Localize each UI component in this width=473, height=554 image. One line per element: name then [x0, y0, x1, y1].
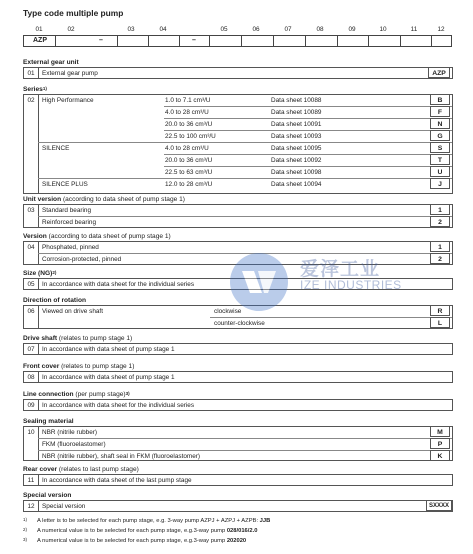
displacement-range: 4.0 to 28 cm³/U — [165, 109, 209, 116]
table-row — [24, 372, 452, 383]
section-title: Special version — [23, 492, 72, 499]
data-sheet: Data sheet 10089 — [271, 109, 322, 116]
section-title: Drive shaft (relates to pump stage 1) — [23, 335, 133, 342]
table-row — [24, 205, 452, 216]
code-cell: B — [430, 94, 450, 105]
page-title: Type code multiple pump — [23, 8, 124, 18]
displacement-range: 20.0 to 36 cm³/U — [165, 157, 213, 164]
row-description: In accordance with data sheet of pump stage 1 — [42, 374, 175, 381]
code-cell: G — [430, 130, 450, 141]
section-series — [23, 85, 453, 194]
table-row — [24, 68, 452, 79]
section-title: Version (according to data sheet of pump stage 1) — [23, 233, 171, 240]
row-description: Corrosion-protected, pinned — [42, 256, 122, 263]
section-sealing-material — [23, 417, 453, 461]
section-drive-shaft — [23, 334, 453, 355]
section-title: Unit version (according to data sheet of pump stage 1) — [23, 196, 185, 203]
footnote: $^{1)}$ A letter is to be selected for each pump stage, e.g. 3-way pump AZPJ + AZPJ + AZPB: JJB — [23, 517, 271, 524]
watermark-logo-icon — [228, 251, 290, 313]
row-description: NBR (nitrile rubber) — [42, 429, 98, 436]
series-table — [23, 94, 453, 194]
table-row — [38, 178, 452, 190]
row-number: 03 — [27, 207, 35, 214]
section-rear-cover — [23, 465, 453, 486]
section-front-cover — [23, 362, 453, 383]
code-cell: F — [430, 106, 450, 117]
code-separator: – — [99, 37, 103, 44]
code-cell: T — [430, 154, 450, 165]
data-sheet: Data sheet 10092 — [271, 157, 322, 164]
table-row — [24, 501, 452, 512]
row-description: In accordance with data sheet for the individual series — [42, 402, 195, 409]
watermark-subtitle: IZE INDUSTRIES — [300, 278, 402, 292]
code-cell: S — [430, 142, 450, 153]
data-sheet: Data sheet 10088 — [271, 97, 322, 104]
row-description: Special version — [42, 503, 86, 510]
footnote: $^{2)}$ A numerical value is to be selected for each pump stage, e.g.3-way pump 028/016/2.0 — [23, 527, 258, 534]
code-cell: 2 — [430, 253, 450, 264]
code-cell: M — [430, 426, 450, 437]
position-number: 04 — [159, 26, 167, 33]
code-cell: 1 — [430, 204, 450, 215]
row-number: 08 — [27, 374, 35, 381]
code-cell: 1 — [430, 241, 450, 252]
section-title: Sealing material — [23, 418, 74, 425]
section-title: Line connection (per pump stage)$^{3)}$ — [23, 391, 130, 398]
section-title: Size (NG)$^{2)}$ — [23, 270, 57, 277]
row-number: 05 — [27, 281, 35, 288]
row-description: Standard bearing — [42, 207, 92, 214]
section-special-version — [23, 491, 453, 512]
row-description: In accordance with data sheet for the individual series — [42, 281, 195, 288]
row-number: 02 — [27, 97, 35, 104]
row-description: Viewed on drive shaft — [42, 308, 103, 315]
displacement-range: 1.0 to 7.1 cm³/U — [165, 97, 211, 104]
row-number: 04 — [27, 244, 35, 251]
table-row — [24, 400, 452, 411]
position-number: 08 — [316, 26, 324, 33]
table-row — [164, 166, 452, 178]
position-numbers — [23, 26, 452, 34]
type-code-header — [23, 26, 452, 44]
code-separator: – — [192, 37, 196, 44]
section-title: Series$^{1)}$ — [23, 86, 47, 93]
table-row — [164, 130, 452, 142]
table-row — [24, 95, 452, 106]
table-row — [164, 118, 452, 130]
displacement-range: 4.0 to 28 cm³/U — [165, 145, 209, 152]
position-number: 10 — [379, 26, 387, 33]
code-cell: L — [430, 317, 450, 328]
code-cell: AZP — [428, 67, 450, 78]
direction-label: clockwise — [214, 308, 242, 315]
row-number: 01 — [27, 70, 35, 77]
row-number: 07 — [27, 346, 35, 353]
table-row — [24, 475, 452, 486]
code-cell: U — [430, 166, 450, 177]
code-cell: K — [430, 450, 450, 461]
row-number: 12 — [27, 503, 35, 510]
table-row — [38, 142, 452, 154]
row-number: 10 — [27, 429, 35, 436]
table-row — [38, 450, 452, 462]
table-row — [210, 317, 452, 329]
code-cell: R — [430, 305, 450, 316]
code-cell: J — [430, 178, 450, 189]
direction-label: counter-clockwise — [214, 320, 265, 327]
row-description: In accordance with data sheet of pump stage 1 — [42, 346, 175, 353]
code-cell: P — [430, 438, 450, 449]
section-title: Direction of rotation — [23, 297, 87, 304]
displacement-range: 20.0 to 36 cm³/U — [165, 121, 213, 128]
position-number: 05 — [220, 26, 228, 33]
code-value-azp: AZP — [33, 37, 47, 44]
displacement-range: 12.0 to 28 cm³/U — [165, 181, 213, 188]
row-description: Phosphated, pinned — [42, 244, 99, 251]
code-cell: SXXXX — [426, 500, 452, 511]
table-row — [164, 154, 452, 166]
position-number: 06 — [252, 26, 260, 33]
table-row — [24, 427, 452, 438]
position-number: 02 — [67, 26, 75, 33]
row-description: External gear pump — [42, 70, 98, 77]
section-unit-version — [23, 195, 453, 228]
position-number: 11 — [410, 26, 418, 33]
row-description: Reinforced bearing — [42, 219, 96, 226]
position-number: 03 — [127, 26, 135, 33]
row-description: NBR (nitrile rubber), shaft seal in FKM (fluoroelastomer) — [42, 453, 201, 460]
series-group-name: SILENCE — [42, 145, 70, 152]
row-number: 09 — [27, 402, 35, 409]
position-number: 09 — [348, 26, 356, 33]
code-cell: 2 — [430, 216, 450, 227]
table-row — [38, 438, 452, 450]
section-title: Front cover (relates to pump stage 1) — [23, 363, 135, 370]
section-title: External gear unit — [23, 59, 79, 66]
data-sheet: Data sheet 10094 — [271, 181, 322, 188]
position-number: 07 — [284, 26, 292, 33]
table-row — [38, 216, 452, 228]
series-group-name: SILENCE PLUS — [42, 181, 88, 188]
footnote: $^{3)}$ A numerical value is to be selected for each pump stage, e.g.3-way pump 202020 — [23, 537, 247, 544]
data-sheet: Data sheet 10098 — [271, 169, 322, 176]
row-description: FKM (fluoroelastomer) — [42, 441, 106, 448]
position-number: 01 — [35, 26, 43, 33]
watermark-brand: 爱泽工业 — [300, 259, 381, 280]
position-number: 12 — [437, 26, 445, 33]
table-row — [164, 106, 452, 118]
data-sheet: Data sheet 10093 — [271, 133, 322, 140]
code-cell: N — [430, 118, 450, 129]
data-sheet: Data sheet 10091 — [271, 121, 322, 128]
section-line-connection — [23, 390, 453, 411]
series-group-name: High Performance — [42, 97, 94, 104]
section-title: Rear cover (relates to last pump stage) — [23, 466, 139, 473]
row-number: 11 — [27, 477, 35, 484]
row-description: In accordance with data sheet of the last pump stage — [42, 477, 192, 484]
displacement-range: 22.5 to 63 cm³/U — [165, 169, 213, 176]
data-sheet: Data sheet 10095 — [271, 145, 322, 152]
section-external-gear-unit — [23, 58, 453, 79]
code-boxes — [23, 35, 452, 47]
displacement-range: 22.5 to 100 cm³/U — [165, 133, 216, 140]
table-row — [24, 344, 452, 355]
row-number: 06 — [27, 308, 35, 315]
